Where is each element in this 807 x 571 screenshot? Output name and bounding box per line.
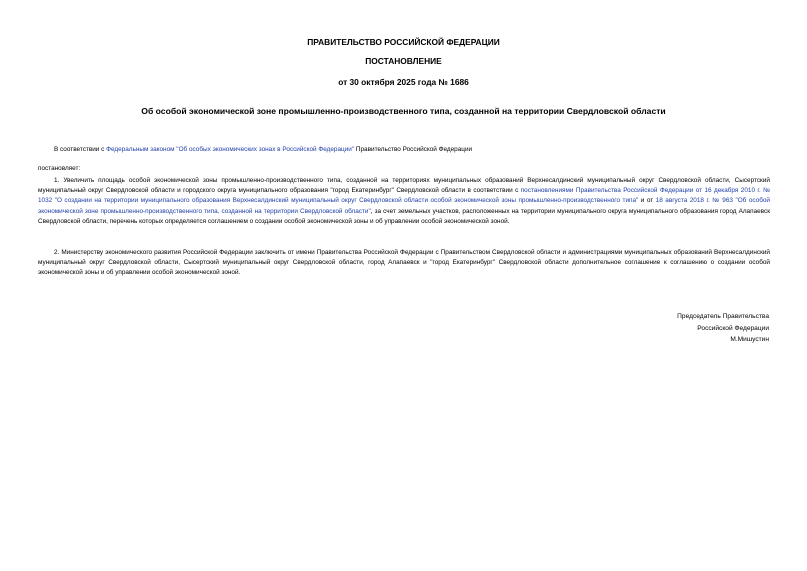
paragraph-1-part1: 1. Увеличить площадь особой экономической зоны промышленно-производственного типа, созданной на территориях муниципальных образований Верхнесалдинский муниципальный округ Свердловской области, Сысертский муниципальный округ Свердловской области и городского округа муниципального образования "город Екатеринбург" Свердловской области в соответствии с: [38, 177, 770, 195]
federal-law-link[interactable]: Федеральным законом "Об особых экономических зонах в Российской Федерации": [106, 146, 355, 153]
intro-paragraph: [54, 146, 472, 154]
paragraph-2: 2. Министерству экономического развития Российской Федерации заключить от имени Правительства Российской Федерации с Правительством Свердловской области и администрациями муниципальных образований Верхнесалдинский муниципальный округ Свердловской области, Сысертский муниципальный округ Свердловской области, город Алапаевск и "город Екатеринбург" Свердловской области дополнительное соглашение к соглашению о создании особой экономической зоны и об управлении особой экономической зоной.: [38, 249, 770, 277]
decree-word: постановляет:: [38, 165, 81, 172]
signature-position-line1: Председатель Правительства: [677, 313, 769, 320]
intro-suffix: Правительство Российской Федерации: [354, 146, 473, 153]
intro-prefix: В соответствии с: [54, 146, 107, 153]
document-type-heading: ПОСТАНОВЛЕНИЕ: [365, 56, 442, 66]
signature-name: М.Мишустин: [730, 336, 769, 343]
resolution-963-link[interactable]: 18 августа 2018 г. № 963 "Об особой экономической зоне промышленно-производственного типа, созданной на территории Свердловской области": [38, 197, 770, 215]
date-number-line: от 30 октября 2025 года № 1686: [338, 77, 469, 87]
paragraph-1: [38, 176, 770, 227]
paragraph-1-part2: и от: [638, 197, 656, 205]
paragraph-1-part3: , за счет земельных участков, расположенных на территории муниципального округа муниципального образования город Алапаевск Свердловской области, перечень которых определяется соглашением о создании особой экономической зоны и об управлении особой экономической зоной.: [38, 207, 770, 225]
signature-block: [677, 311, 769, 346]
resolution-1032-link[interactable]: постановлениями Правительства Российской Федерации от 16 декабря 2010 г. № 1032 "О создании на территории муниципального образования Верхнесалдинский муниципальный округ Свердловской области особой экономической зоны промышленно-производственного типа": [38, 187, 770, 205]
document-title: Об особой экономической зоне промышленно-производственного типа, созданной на территории Свердловской области: [141, 106, 666, 116]
government-heading: ПРАВИТЕЛЬСТВО РОССИЙСКОЙ ФЕДЕРАЦИИ: [307, 37, 500, 47]
signature-position-line2: Российской Федерации: [697, 324, 769, 332]
